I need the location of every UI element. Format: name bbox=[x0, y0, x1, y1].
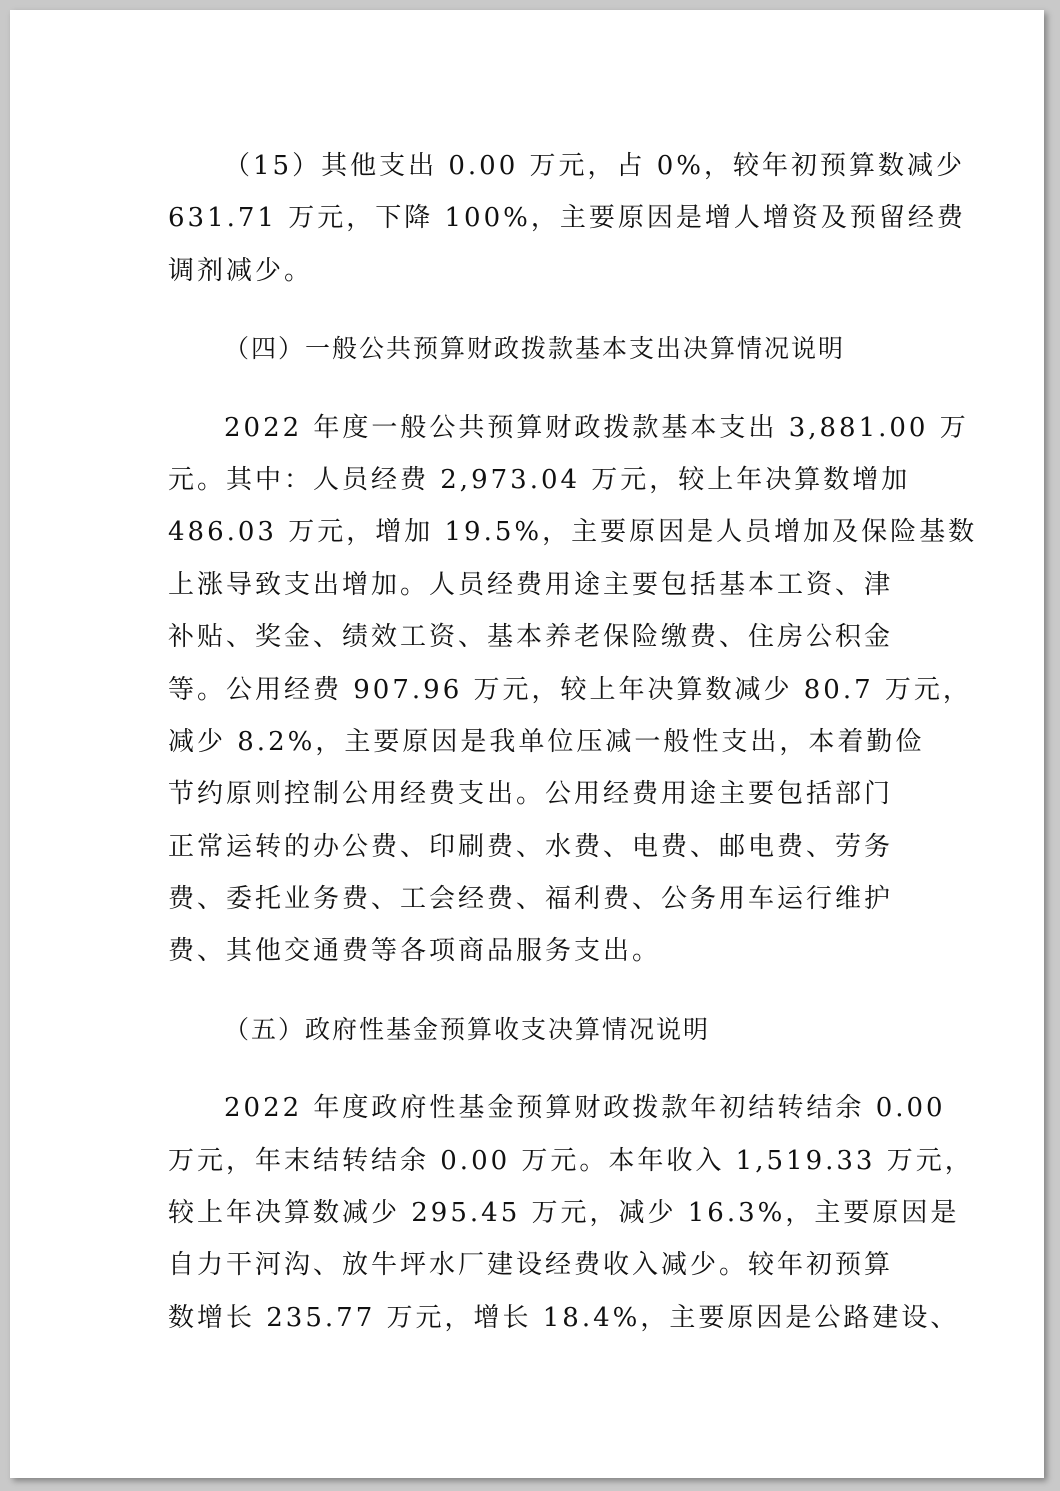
text-line: 2022 年度政府性基金预算财政拨款年初结转结余 0.00 bbox=[224, 1093, 946, 1124]
text-line: 486.03 万元，增加 19.5%，主要原因是人员增加及保险基数 bbox=[168, 517, 978, 548]
paragraph-gap bbox=[168, 1056, 888, 1082]
text-line: 调剂减少。 bbox=[168, 255, 314, 286]
text-line: 减少 8.2%，主要原因是我单位压减一般性支出，本着勤俭 bbox=[168, 726, 925, 757]
document-page bbox=[10, 10, 1044, 1478]
section-heading-five: （五）政府性基金预算收支决算情况说明 bbox=[224, 1014, 711, 1044]
text-line: 费、其他交通费等各项商品服务支出。 bbox=[168, 936, 662, 967]
paragraph-gap bbox=[168, 376, 888, 402]
text-line: 自力干河沟、放牛坪水厂建设经费收入减少。较年初预算 bbox=[168, 1250, 894, 1281]
text-line: （15）其他支出 0.00 万元，占 0%，较年初预算数减少 bbox=[224, 151, 966, 181]
text-line: 万元，年末结转结余 0.00 万元。本年收入 1,519.33 万元， bbox=[168, 1145, 974, 1176]
paragraph-gap bbox=[168, 297, 888, 323]
text-line: 上涨导致支出增加。人员经费用途主要包括基本工资、津 bbox=[168, 569, 894, 600]
text-line: 费、委托业务费、工会经费、福利费、公务用车运行维护 bbox=[168, 884, 894, 915]
paragraph-gap bbox=[168, 978, 888, 1004]
text-line: 元。其中：人员经费 2,973.04 万元，较上年决算数增加 bbox=[168, 464, 911, 495]
text-line: 数增长 235.77 万元，增长 18.4%，主要原因是公路建设、 bbox=[168, 1302, 960, 1333]
text-line: 631.71 万元，下降 100%，主要原因是增人增资及预留经费 bbox=[168, 203, 966, 234]
document-body bbox=[168, 140, 978, 1344]
text-line: 补贴、奖金、绩效工资、基本养老保险缴费、住房公积金 bbox=[168, 622, 894, 653]
text-line: 等。公用经费 907.96 万元，较上年决算数减少 80.7 万元， bbox=[168, 674, 972, 705]
text-line: 正常运转的办公费、印刷费、水费、电费、邮电费、劳务 bbox=[168, 831, 894, 862]
text-line: 较上年决算数减少 295.45 万元，减少 16.3%，主要原因是 bbox=[168, 1198, 960, 1229]
section-heading-four: （四）一般公共预算财政拨款基本支出决算情况说明 bbox=[224, 334, 846, 364]
text-line: 节约原则控制公用经费支出。公用经费用途主要包括部门 bbox=[168, 779, 894, 810]
text-line: 2022 年度一般公共预算财政拨款基本支出 3,881.00 万 bbox=[224, 412, 969, 443]
